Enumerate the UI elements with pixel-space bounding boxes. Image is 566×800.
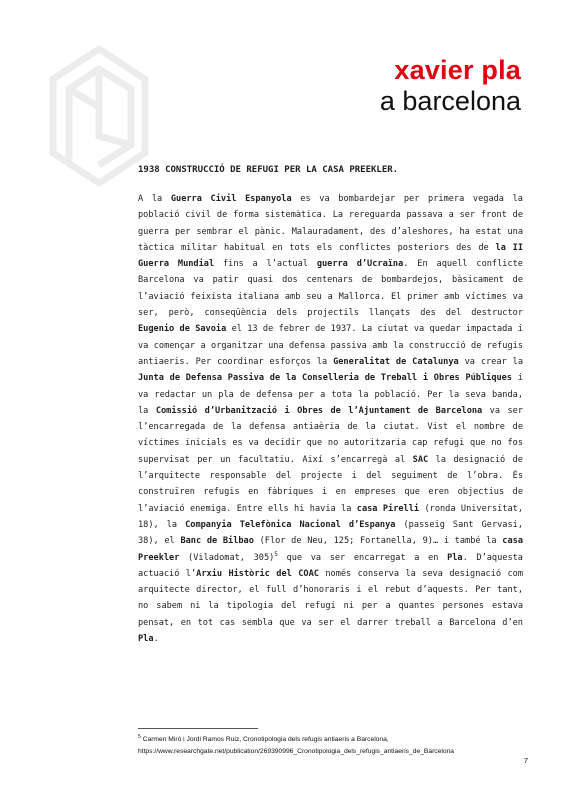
footnote-citation <box>138 734 528 746</box>
footnote-number: 5 <box>138 733 141 740</box>
body-paragraph: A la Guerra Civil Espanyola es va bombardejar per primera vegada la població civil de forma sistemàtica. La rereguarda passava a ser front de guerra per sembrar el pànic. Malauradament, des d’aleshores, ha estat una tàctica militar habitual en tots els conflictes posteriors des de la II Guerra Mundial fins a l’actual guerra d’Ucraïna. En aquell conflicte Barcelona va patir quasi dos centenars de bombardejos, bàsicament de l’aviació feixista italiana amb seu a Mallorca. El primer amb víctimes va ser, però, conseqüència dels projectils llançats des del destructor Eugenio de Savoia el 13 de febrer de 1937. La ciutat va quedar impactada i va començar a organitzar una defensa passiva amb la construcció de refugis antiaeris. Per coordinar esforços la Generalitat de Catalunya va crear la Junta de Defensa Passiva de la Conselleria de Treball i Obres Públiques i va redactar un pla de defensa per a tota la població. Per la seva banda, la Comissió d’Urbanització i Obres de l’Ajuntament de Barcelona va ser l’encarregada de la defensa antiaèria de la ciutat. Vist el nombre de víctimes inicials es va decidir que no autoritzaria cap refugi que no fos supervisat per un facultatiu. Així s’encarregà al SAC la designació de l’arquitecte responsable del projecte i del seguiment de l’obra. És construïren refugis en fàbriques i en empreses que eren objectius de l’aviació enemiga. Entre ells hi havia la casa Pirelli (ronda Universitat, 18), la Companyia Telefònica Nacional d’Espanya (passeig Sant Gervasi, 38), el Banc de Bilbao (Flor de Neu, 125; Fortanella, 9)… i també la casa Preekler (Viladomat, 305)$^5$ que va ser encarregat a en Pla. D’aquesta actuació l’Arxiu Històric del COAC només conserva la seva designació com arquitecte director, el full d’honoraris i el rebut d’aquests. Per tant, no sabem ni la tipologia del refugi ni per a quantes persones estava pensat, en tot cas sembla que va ser el darrer treball a Barcelona d’en Pla. <box>138 194 524 645</box>
footnote-divider <box>138 728 258 729</box>
brand-name: xavier pla <box>394 55 521 85</box>
page-title: 1938 CONSTRUCCIÓ DE REFUGI PER LA CASA PREEKLER. <box>138 165 399 175</box>
footnote-text: Carmen Miró i Jordi Ramos Ruiz, Cronotipologia dels refugis antiaeris a Barcelona, <box>140 736 389 743</box>
footnote-url[interactable]: https://www.researchgate.net/publication/269390996_Cronotipologia_dels_refugis_antiaeris_de_Barcelona <box>138 747 455 755</box>
brand-subtitle: a barcelona <box>379 86 521 116</box>
brand-header <box>380 55 521 117</box>
footnote-reference[interactable]: 5 <box>274 550 278 558</box>
page-number: 7 <box>523 756 528 765</box>
footnote <box>138 734 528 757</box>
